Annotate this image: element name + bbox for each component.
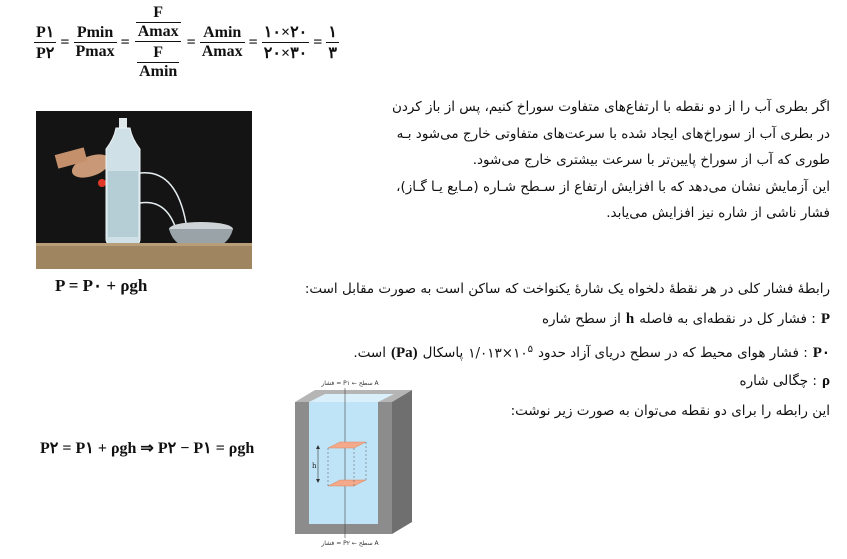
p-symbol: P	[820, 311, 830, 327]
result-fraction	[326, 22, 339, 63]
paragraph-line: طوری که آب از سوراخ پایین‌تر با سرعت بیشتری خارج می‌شود.	[472, 152, 830, 168]
force-symbol: F	[153, 4, 164, 21]
pressure-formula: P = P۰ + ρgh	[55, 276, 148, 295]
paragraph-line: این آزمایش نشان می‌دهد که با افزایش ارتفاع از سـطح شـاره (مـایع یـا گـاز)،	[396, 178, 830, 195]
definition-p	[542, 311, 830, 328]
unit-name: پاسکال	[422, 345, 464, 361]
ratio-equation	[34, 4, 339, 81]
unit-symbol: (Pa)	[390, 345, 418, 361]
definition-tail: است.	[353, 345, 386, 361]
two-point-line: این رابطه را برای دو نقطه می‌توان به صورت زیر نوشت:	[510, 403, 830, 419]
p1-over-p2	[34, 22, 56, 63]
equals-sign: =	[248, 33, 258, 51]
p0-symbol: P۰	[812, 345, 830, 361]
definition-rho	[740, 373, 830, 390]
rho-symbol: ρ	[821, 373, 830, 389]
pmin-over-pmax	[74, 24, 117, 61]
equals-sign: =	[60, 33, 70, 51]
bottle-experiment-illustration	[36, 111, 252, 269]
bottom-label: فشار = P۲ ← سطح A	[321, 540, 379, 547]
h-label: h	[312, 462, 317, 470]
paragraph-line: فشار ناشی از شاره نیز افزایش می‌یابد.	[606, 205, 830, 221]
result-numerator: ۱	[328, 24, 337, 41]
pressure-difference-formula: P۲ = P۱ + ρgh ⇒ P۲ − P۱ = ρgh	[40, 440, 255, 457]
amax-symbol: Amax	[201, 43, 243, 60]
definition-p0	[353, 343, 830, 362]
definition-tail: از سطح شاره	[541, 311, 621, 327]
p1-symbol: P۱	[36, 24, 55, 41]
pmin-symbol: Pmin	[76, 24, 114, 41]
fluid-container-diagram	[290, 378, 415, 548]
intro-line: رابطهٔ فشار کلی در هر نقطهٔ دلخواه یک شارهٔ یکنواخت که ساکن است به صورت مقابل است:	[304, 281, 830, 297]
definition-text: : فشار هوای محیط که در سطح دریای آزاد حدود	[537, 345, 808, 361]
exponent: ۵	[527, 343, 533, 355]
f-over-amin	[137, 44, 179, 81]
definition-text: : چگالی شاره	[739, 373, 817, 389]
equals-sign: =	[120, 33, 130, 51]
bottle-experiment-photo	[36, 111, 252, 269]
result-denominator: ۳	[326, 42, 339, 63]
amin-symbol: Amin	[203, 24, 242, 41]
h-symbol: h	[625, 311, 635, 327]
paragraph-line: اگر بطری آب را از دو نقطه با ارتفاع‌های متفاوت سوراخ کنیم، پس از باز کردن	[391, 99, 830, 115]
equals-sign: =	[186, 33, 196, 51]
atmospheric-value: $۱/۰۱۳\times ۱۰^۵$	[468, 343, 533, 361]
container-illustration	[290, 378, 415, 548]
numeric-fraction	[262, 22, 310, 63]
force-symbol: F	[153, 44, 164, 61]
amin-symbol: Amin	[139, 63, 178, 80]
bottle-paragraph	[330, 94, 830, 227]
top-label: فشار = P۱ ← سطح A	[321, 380, 379, 387]
amax-symbol: Amax	[137, 23, 179, 40]
paragraph-line: در بطری آب از سوراخ‌های ایجاد شده با سرعت‌های متفاوتی خارج می‌شود بـه	[396, 125, 830, 142]
p2-symbol: P۲	[34, 42, 56, 63]
definition-text: : فشار کل در نقطه‌ای به فاصله	[639, 311, 816, 327]
denominator-value: ۲۰×۳۰	[262, 42, 310, 63]
f-over-amax	[136, 4, 181, 41]
numerator-value: ۱۰×۲۰	[263, 24, 308, 41]
equals-sign: =	[313, 33, 323, 51]
pmax-symbol: Pmax	[75, 43, 115, 60]
amin-over-amax	[200, 24, 245, 61]
compound-fraction	[134, 4, 183, 81]
